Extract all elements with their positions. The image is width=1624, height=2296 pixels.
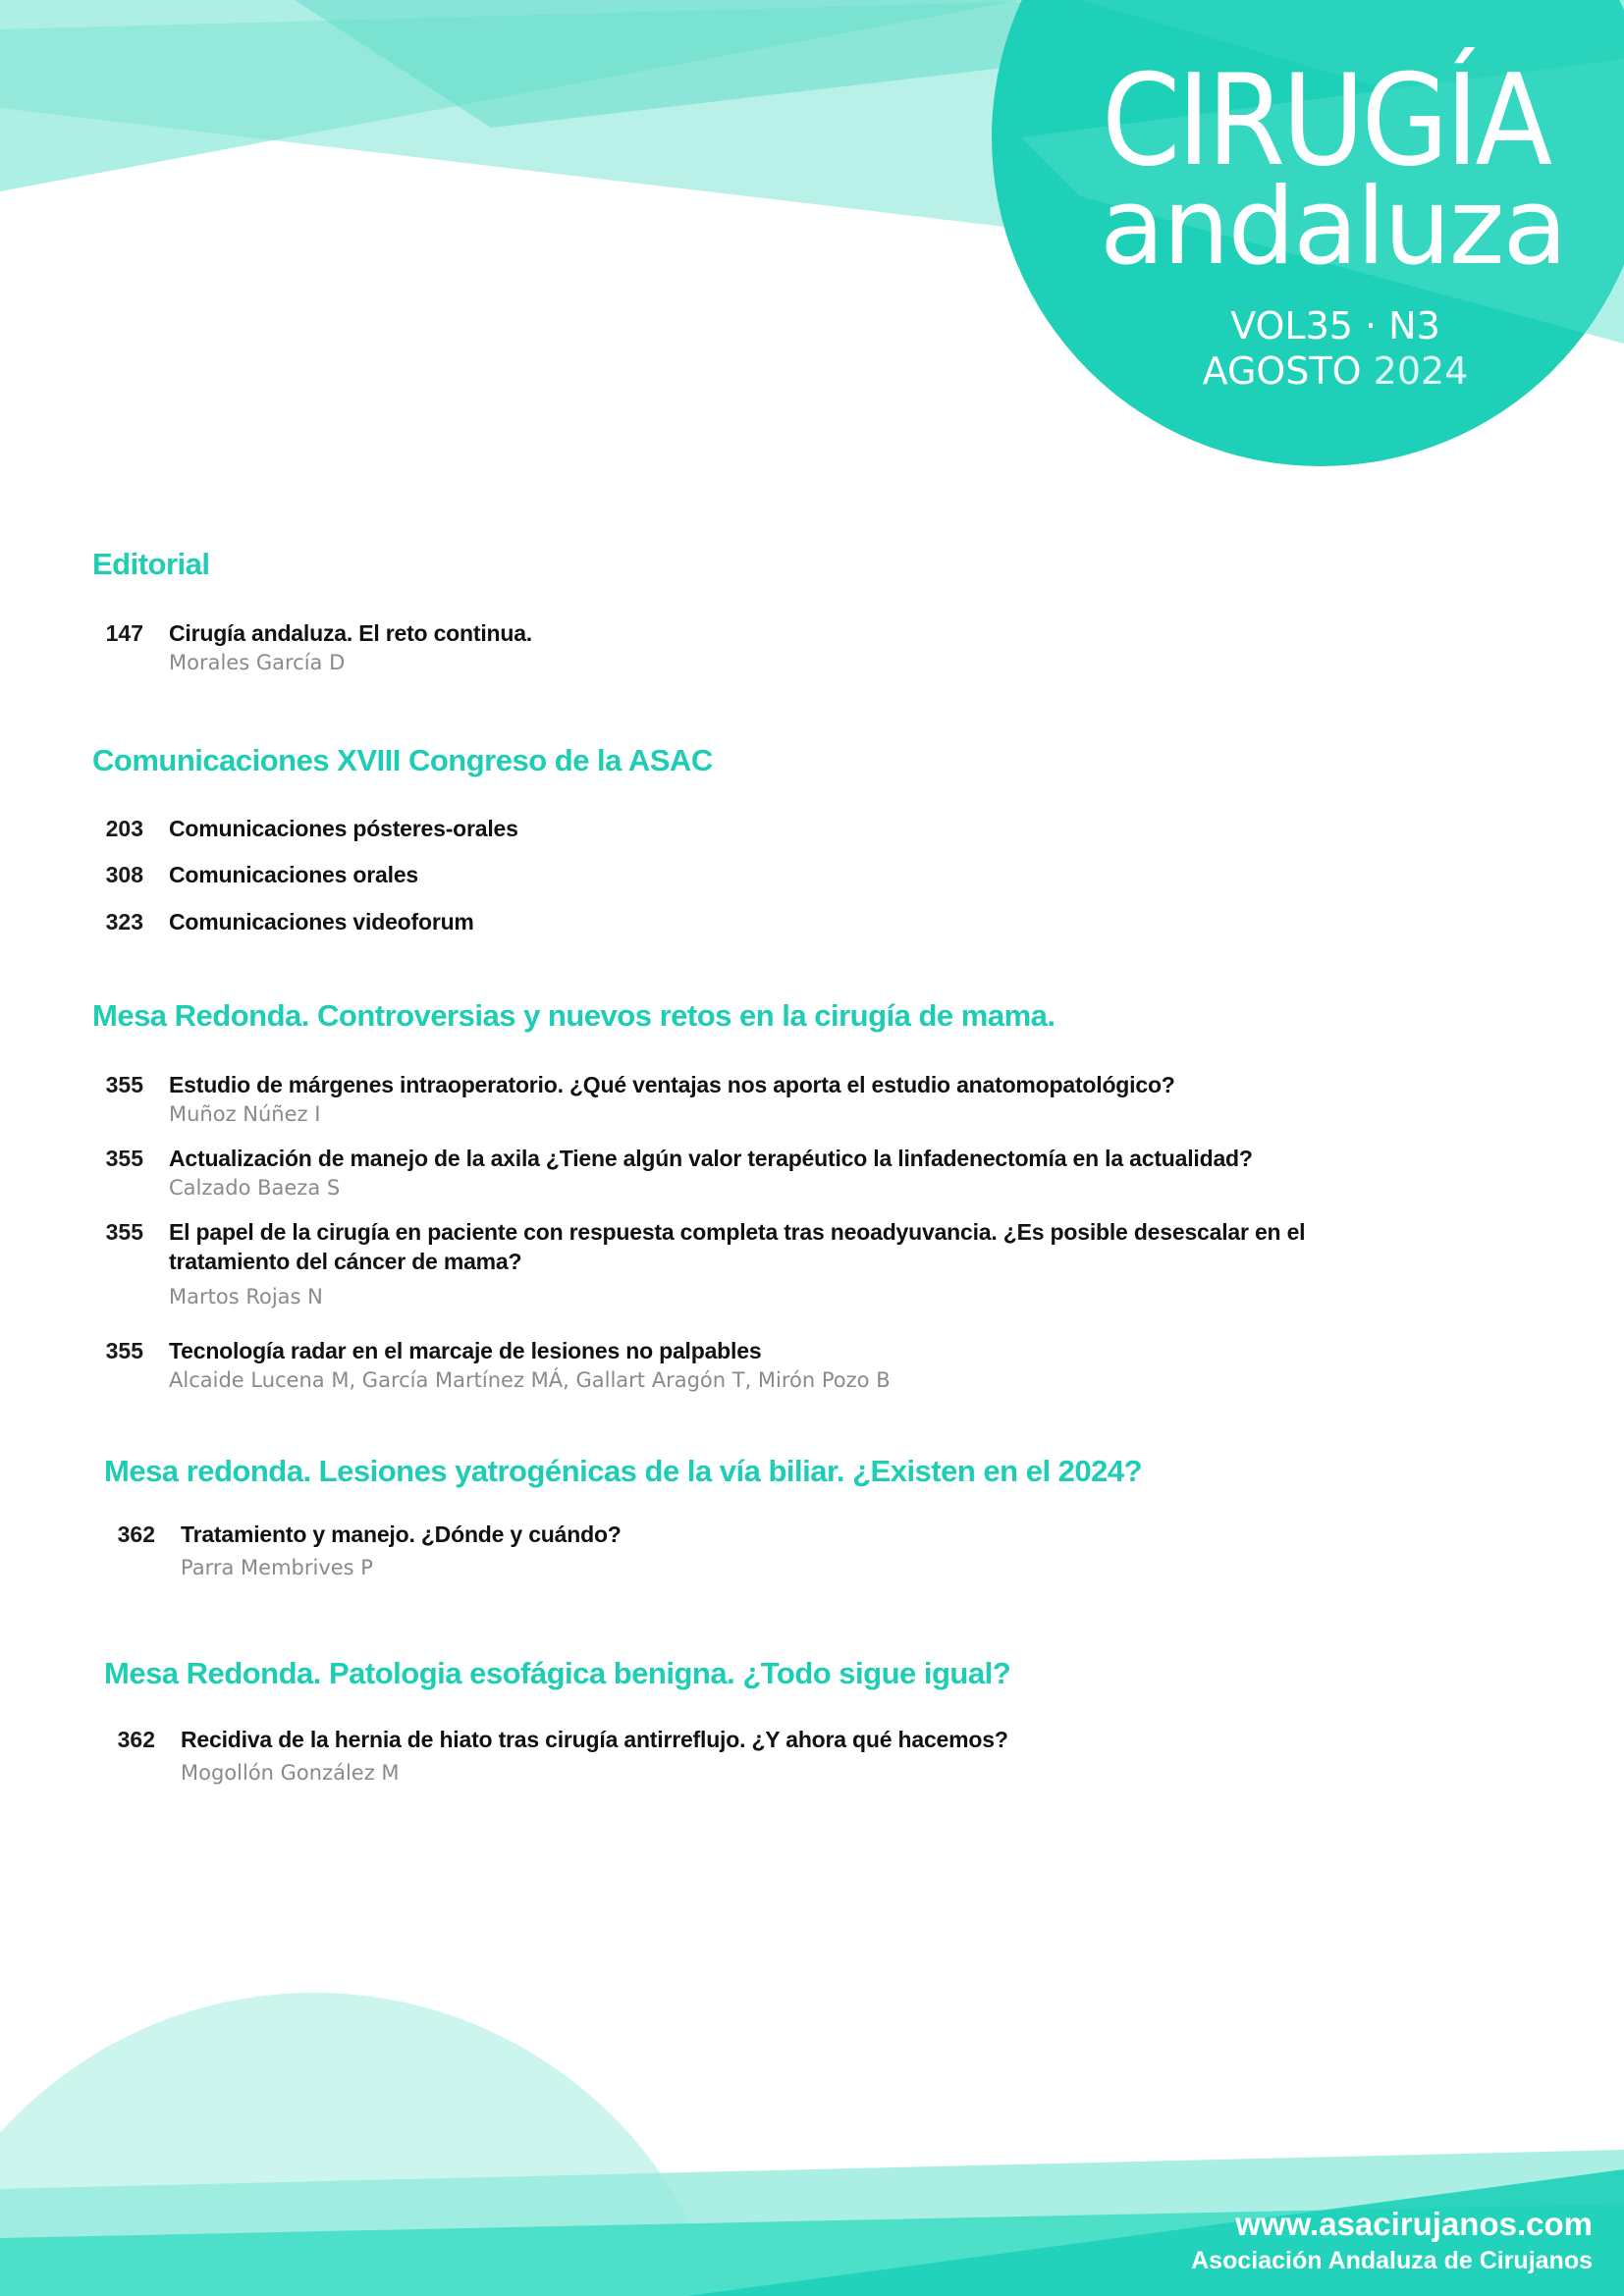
toc-entry[interactable] [92, 618, 1388, 677]
article-title: Cirugía andaluza. El reto continua. [169, 620, 532, 646]
section-heading-esofagica: Mesa Redonda. Patologia esofágica benigna. ¿Todo sigue igual? [104, 1656, 1011, 1690]
page-number: 308 [105, 862, 143, 887]
article-title: Comunicaciones orales [169, 862, 418, 887]
page-number: 362 [117, 1522, 155, 1547]
article-title: Recidiva de la hernia de hiato tras cirugía antirreflujo. ¿Y ahora qué hacemos? [181, 1727, 1008, 1752]
section-heading-mama: Mesa Redonda. Controversias y nuevos retos en la cirugía de mama. [92, 998, 1056, 1033]
article-title: Estudio de márgenes intraoperatorio. ¿Qué ventajas nos aporta el estudio anatomopatológico? [169, 1072, 1175, 1097]
article-title-line-2: tratamiento del cáncer de mama? [169, 1249, 522, 1274]
toc-entry[interactable] [92, 1336, 1388, 1395]
toc-entry[interactable] [92, 907, 1388, 936]
section-heading-editorial: Editorial [92, 547, 210, 581]
article-authors: Parra Membrives P [181, 1556, 373, 1579]
article-authors: Mogollón González M [181, 1761, 400, 1785]
page-number: 147 [105, 620, 143, 646]
article-title: Tratamiento y manejo. ¿Dónde y cuándo? [181, 1522, 622, 1547]
toc-entry[interactable] [92, 860, 1388, 889]
journal-subtitle: andaluza [1100, 166, 1566, 289]
toc-entry[interactable] [92, 814, 1388, 843]
issue-year: 2024 [1373, 348, 1469, 393]
volume-issue: VOL35 · N3 [1230, 304, 1440, 347]
association-name: Asociación Andaluza de Cirujanos [1191, 2246, 1593, 2274]
article-authors: Morales García D [169, 651, 346, 674]
toc-entry[interactable] [92, 1217, 1388, 1311]
page-number: 323 [105, 909, 143, 934]
journal-title: CIRUGÍA [1102, 48, 1549, 194]
page-number: 355 [105, 1219, 143, 1245]
page-number: 362 [117, 1727, 155, 1752]
section-heading-comunicaciones: Comunicaciones XVIII Congreso de la ASAC [92, 743, 713, 777]
article-title: Tecnología radar en el marcaje de lesiones no palpables [169, 1338, 762, 1363]
footer [1191, 2204, 1593, 2276]
article-authors: Muñoz Núñez I [169, 1102, 321, 1126]
page-number: 203 [105, 816, 143, 841]
page-number: 355 [105, 1338, 143, 1363]
article-authors: Alcaide Lucena M, García Martínez MÁ, Gallart Aragón T, Mirón Pozo B [169, 1368, 891, 1392]
toc-entry[interactable] [104, 1520, 1400, 1582]
article-title: Actualización de manejo de la axila ¿Tiene algún valor terapéutico la linfadenectomía en la actualidad? [169, 1146, 1253, 1171]
issue-month: AGOSTO [1202, 348, 1362, 393]
section-heading-via-biliar: Mesa redonda. Lesiones yatrogénicas de la vía biliar. ¿Existen en el 2024? [104, 1454, 1143, 1488]
article-authors: Calzado Baeza S [169, 1176, 341, 1200]
toc-entry[interactable] [104, 1725, 1400, 1788]
website-link[interactable]: www.asacirujanos.com [1235, 2206, 1593, 2243]
article-title: Comunicaciones videoforum [169, 909, 474, 934]
toc-entry[interactable] [92, 1144, 1388, 1202]
article-title-line-1: El papel de la cirugía en paciente con respuesta completa tras neoadyuvancia. ¿Es posible desescalar en el [169, 1219, 1306, 1245]
article-authors: Martos Rojas N [169, 1285, 323, 1308]
page-number: 355 [105, 1146, 143, 1171]
toc-entry[interactable] [92, 1070, 1388, 1129]
article-title: Comunicaciones pósteres-orales [169, 816, 518, 841]
page-number: 355 [105, 1072, 143, 1097]
